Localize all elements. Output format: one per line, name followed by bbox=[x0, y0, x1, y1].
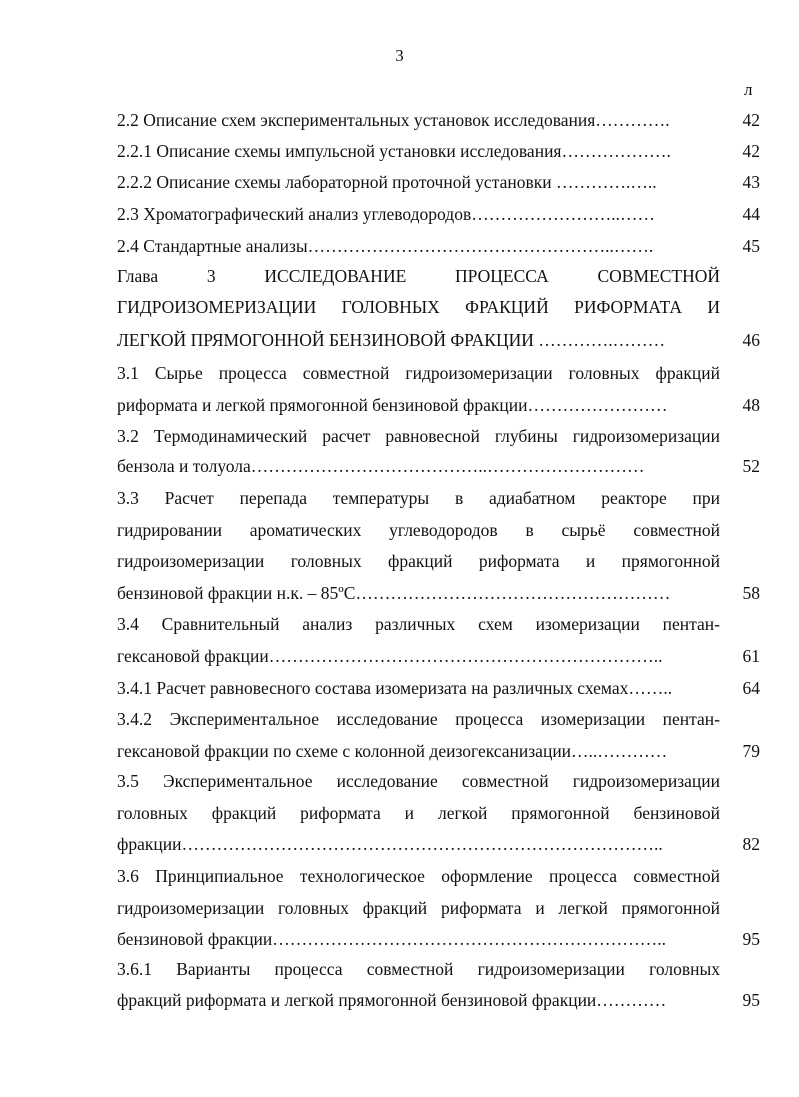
toc-entry-text: 2.4 Стандартные анализы……………………………………………..……. bbox=[117, 236, 654, 256]
toc-page-number: 46 bbox=[742, 330, 760, 350]
toc-page-number: 61 bbox=[742, 646, 760, 666]
toc-page-number: 95 bbox=[742, 990, 760, 1010]
toc-page-number: 82 bbox=[742, 834, 760, 854]
toc-entry-text: 3.4.2 Экспериментальное исследование процесса изомеризации пентан- bbox=[117, 709, 720, 729]
toc-page-number: 58 bbox=[742, 583, 760, 603]
toc-entry-text: гексановой фракции по схеме с колонной деизогексанизации…..………… bbox=[117, 741, 668, 761]
page-number: 3 bbox=[395, 46, 404, 65]
toc-entry-text: 3.5 Экспериментальное исследование совместной гидроизомеризации bbox=[117, 771, 720, 791]
toc-entry-text: Глава 3 ИССЛЕДОВАНИЕ ПРОЦЕССА СОВМЕСТНОЙ bbox=[117, 266, 720, 286]
toc-entry-text: 3.4 Сравнительный анализ различных схем изомеризации пентан- bbox=[117, 614, 720, 634]
toc-entry-text: 2.2.1 Описание схемы импульсной установки исследования………………. bbox=[117, 141, 671, 161]
toc-entry-text: 3.1 Сырье процесса совместной гидроизомеризации головных фракций bbox=[117, 363, 720, 383]
toc-entry-text: гидроизомеризации головных фракций риформата и легкой прямогонной bbox=[117, 898, 720, 918]
toc-page-number: 95 bbox=[742, 929, 760, 949]
toc-entry-text: гидрировании ароматических углеводородов в сырьё совместной bbox=[117, 520, 720, 540]
toc-page-number: 43 bbox=[742, 172, 760, 192]
toc-page-number: 64 bbox=[742, 678, 760, 698]
toc-page-number: 79 bbox=[742, 741, 760, 761]
toc-entry-text: фракции……………………………………………………………………….. bbox=[117, 834, 663, 854]
toc-entry-text: 2.2 Описание схем экспериментальных установок исследования…………. bbox=[117, 110, 670, 130]
toc-entry-text: фракций риформата и легкой прямогонной бензиновой фракции………… bbox=[117, 990, 667, 1010]
toc-page-number: 42 bbox=[742, 110, 760, 130]
toc-entry-text: бензола и толуола…………………………………..……………………… bbox=[117, 456, 645, 476]
toc-entry-text: ЛЕГКОЙ ПРЯМОГОННОЙ БЕНЗИНОВОЙ ФРАКЦИИ ………….……… bbox=[117, 330, 666, 350]
toc-entry-text: риформата и легкой прямогонной бензиновой фракции…………………… bbox=[117, 395, 668, 415]
toc-entry-text: бензиновой фракции н.к. – 85ºС……………………………………………… bbox=[117, 583, 671, 603]
toc-entry-text: 3.2 Термодинамический расчет равновесной глубины гидроизомеризации bbox=[117, 426, 720, 446]
toc-entry-text: головных фракций риформата и легкой прямогонной бензиновой bbox=[117, 803, 720, 823]
toc-entry-text: 3.6 Принципиальное технологическое оформление процесса совместной bbox=[117, 866, 720, 886]
page-column-header: л bbox=[744, 80, 753, 99]
toc-page-number: 52 bbox=[742, 456, 760, 476]
toc-page-number: 42 bbox=[742, 141, 760, 161]
toc-entry-text: 2.2.2 Описание схемы лабораторной проточной установки ………….….. bbox=[117, 172, 657, 192]
toc-entry-text: 3.4.1 Расчет равновесного состава изомеризата на различных схемах…….. bbox=[117, 678, 673, 698]
toc-page-number: 44 bbox=[742, 204, 760, 224]
toc-entry-text: гидроизомеризации головных фракций риформата и прямогонной bbox=[117, 551, 720, 571]
toc-entry-text: 3.3 Расчет перепада температуры в адиабатном реакторе при bbox=[117, 488, 720, 508]
toc-page-number: 48 bbox=[742, 395, 760, 415]
toc-entry-text: 3.6.1 Варианты процесса совместной гидроизомеризации головных bbox=[117, 959, 720, 979]
toc-entry-text: 2.3 Хроматографический анализ углеводородов……………………..…… bbox=[117, 204, 655, 224]
toc-entry-text: бензиновой фракции………………………………………………………….. bbox=[117, 929, 667, 949]
toc-page-number: 45 bbox=[742, 236, 760, 256]
toc-entry-text: гексановой фракции………………………………………………………….. bbox=[117, 646, 663, 666]
toc-entry-text: ГИДРОИЗОМЕРИЗАЦИИ ГОЛОВНЫХ ФРАКЦИЙ РИФОРМАТА И bbox=[117, 297, 720, 317]
